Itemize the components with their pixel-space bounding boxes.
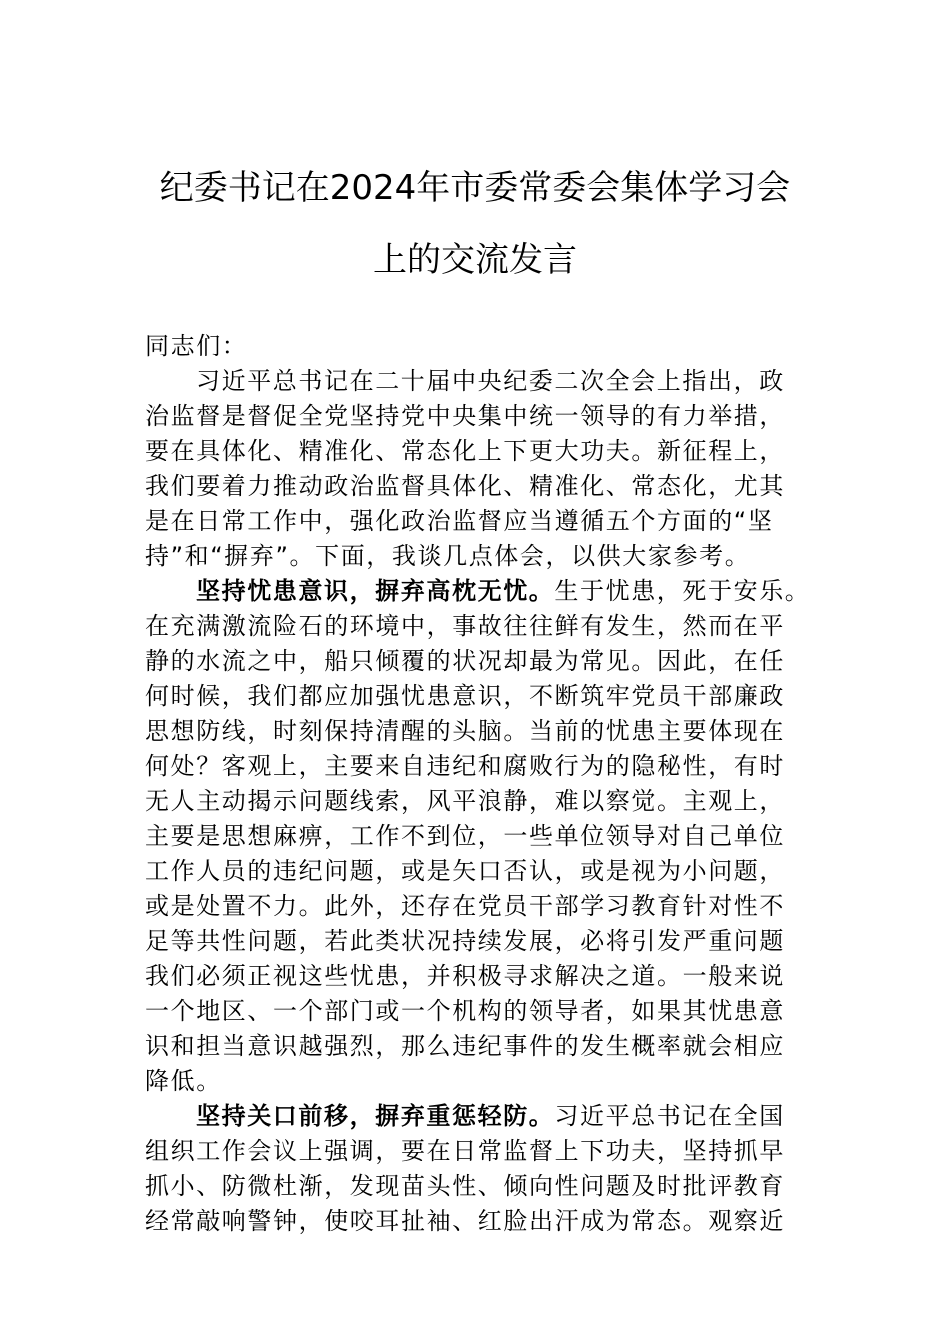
paragraph-line: 经常敲响警钟，使咬耳扯袖、红脸出汗成为常态。观察近	[145, 1207, 785, 1235]
paragraph-line: 无人主动揭示问题线索，风平浪静，难以察觉。主观上，	[145, 787, 785, 815]
paragraph-line: 组织工作会议上强调，要在日常监督上下功夫，坚持抓早	[145, 1137, 785, 1165]
paragraph-line: 我们必须正视这些忧患，并积极寻求解决之道。一般来说	[145, 962, 785, 990]
paragraph-line: 主要是思想麻痹，工作不到位，一些单位领导对自己单位	[145, 822, 785, 850]
document-title-line-1: 纪委书记在2024年市委常委会集体学习会	[159, 168, 791, 208]
paragraph-line: 何处？客观上，主要来自违纪和腐败行为的隐秘性，有时	[145, 752, 785, 780]
paragraph-line: 工作人员的违纪问题，或是矢口否认，或是视为小问题，	[145, 857, 785, 885]
paragraph-line	[196, 576, 810, 606]
paragraph-line: 习近平总书记在二十届中央纪委二次全会上指出，政	[196, 367, 785, 395]
paragraph-line: 思想防线，时刻保持清醒的头脑。当前的忧患主要体现在	[145, 717, 785, 745]
paragraph-line: 何时候，我们都应加强忧患意识，不断筑牢党员干部廉政	[145, 682, 785, 710]
paragraph-line: 静的水流之中，船只倾覆的状况却最为常见。因此，在任	[145, 647, 785, 675]
paragraph-text: 习近平总书记在全国	[554, 1102, 785, 1130]
paragraph-line: 识和担当意识越强烈，那么违纪事件的发生概率就会相应	[145, 1032, 785, 1060]
section-heading: 坚持忧患意识，摒弃高枕无忧。	[196, 577, 555, 605]
paragraph-line: 降低。	[145, 1067, 222, 1095]
section-heading: 坚持关口前移，摒弃重惩轻防。	[196, 1102, 555, 1130]
document-title-line-2: 上的交流发言	[373, 240, 577, 280]
paragraph-line: 要在具体化、精准化、常态化上下更大功夫。新征程上，	[145, 437, 785, 465]
paragraph-line: 持”和“摒弃”。下面，我谈几点体会，以供大家参考。	[145, 542, 751, 570]
paragraph-line: 或是处置不力。此外，还存在党员干部学习教育针对性不	[145, 892, 785, 920]
paragraph-line: 一个地区、一个部门或一个机构的领导者，如果其忧患意	[145, 997, 785, 1025]
paragraph-line	[196, 1101, 785, 1131]
paragraph-line: 治监督是督促全党坚持党中央集中统一领导的有力举措，	[145, 402, 785, 430]
salutation: 同志们：	[145, 332, 248, 360]
paragraph-text: 生于忧患，死于安乐。	[554, 577, 811, 605]
paragraph-line: 足等共性问题，若此类状况持续发展，必将引发严重问题	[145, 927, 785, 955]
paragraph-line: 是在日常工作中，强化政治监督应当遵循五个方面的“坚	[145, 507, 774, 535]
paragraph-line: 我们要着力推动政治监督具体化、精准化、常态化，尤其	[145, 472, 785, 500]
paragraph-line: 在充满激流险石的环境中，事故往往鲜有发生，然而在平	[145, 612, 785, 640]
paragraph-line: 抓小、防微杜渐，发现苗头性、倾向性问题及时批评教育	[145, 1172, 785, 1200]
